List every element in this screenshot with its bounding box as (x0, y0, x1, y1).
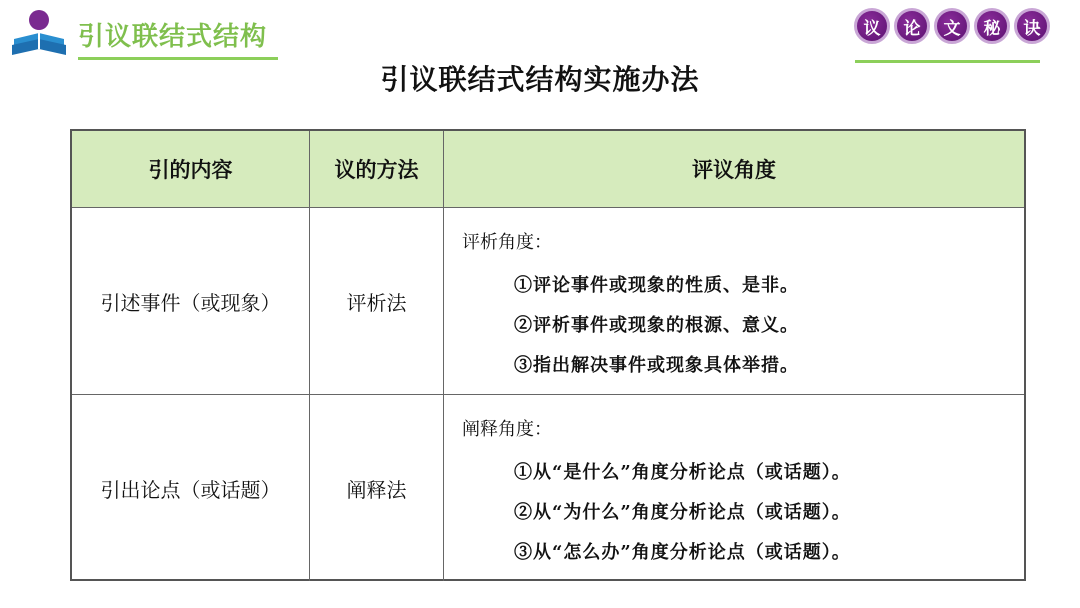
angle-label: 评析角度： (462, 232, 552, 253)
method-table (70, 129, 1026, 581)
header-method: 议的方法 (310, 131, 444, 207)
table-row (72, 208, 1024, 395)
header-content: 引的内容 (72, 131, 310, 207)
angle-item: ②从“为什么”角度分析论点（或话题）。 (514, 502, 851, 523)
badge-1: 议 (854, 8, 890, 44)
brand (10, 8, 267, 60)
header-angle: 评议角度 (692, 158, 776, 182)
badge-3: 文 (934, 8, 970, 44)
angle-item: ③指出解决事件或现象具体举措。 (514, 355, 799, 376)
angle-item: ③从“怎么办”角度分析论点（或话题）。 (514, 542, 851, 563)
badge-2: 论 (894, 8, 930, 44)
badge-4: 秘 (974, 8, 1010, 44)
table-row (72, 395, 1024, 581)
page-title: 引议联结式结构实施办法 (380, 63, 700, 96)
angle-item: ②评析事件或现象的根源、意义。 (514, 315, 799, 336)
badge-5: 诀 (1014, 8, 1050, 44)
section-title: 引议联结式结构 (78, 21, 268, 52)
reading-person-icon (10, 9, 68, 59)
angle-item: ①评论事件或现象的性质、是非。 (514, 275, 799, 296)
badge-group (854, 8, 1050, 44)
angle-label: 阐释角度： (462, 419, 552, 440)
angle-item: ①从“是什么”角度分析论点（或话题）。 (514, 462, 851, 483)
row-method: 评析法 (310, 208, 444, 394)
table-header-row (72, 131, 1024, 208)
row-content: 引述事件（或现象） (72, 208, 310, 394)
row-angle-detail (444, 395, 1024, 581)
row-content: 引出论点（或话题） (72, 395, 310, 581)
row-angle-detail (444, 208, 1024, 394)
row-method: 阐释法 (310, 395, 444, 581)
